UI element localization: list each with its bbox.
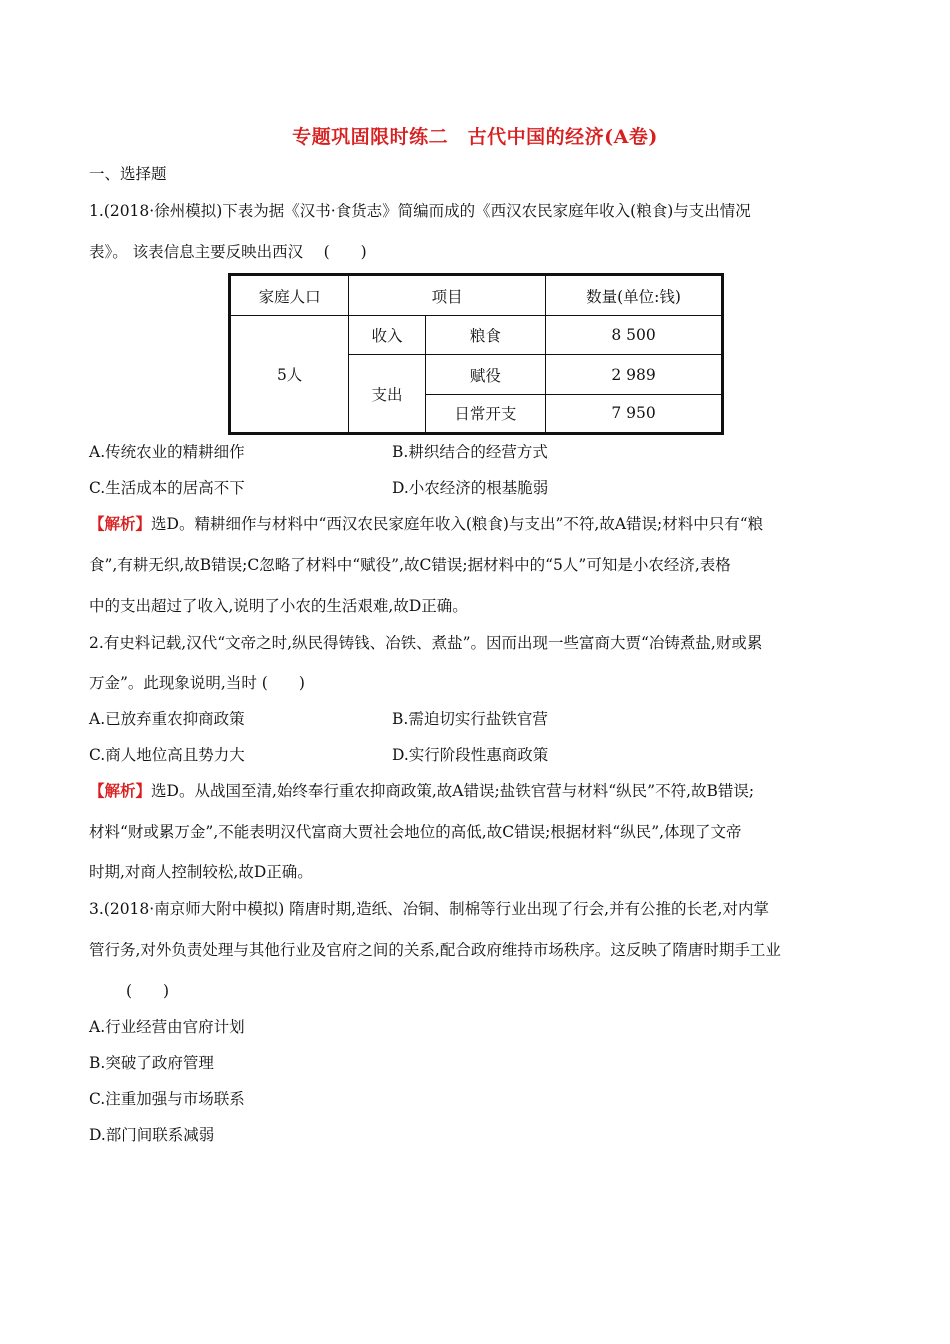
q3-stem-line3: ( ): [126, 982, 170, 1000]
q3-option-a[interactable]: A.行业经营由官府计划: [89, 1018, 245, 1036]
q2-analysis-line2: 材料“财或累万金”,不能表明汉代富商大贾社会地位的高低,故C错误;根据材料“纵民”,体现了文帝: [89, 823, 742, 841]
table-cell-amount: 8 500: [546, 316, 723, 355]
q2-option-c[interactable]: C.商人地位高且势力大: [89, 746, 245, 764]
q3-option-b[interactable]: B.突破了政府管理: [89, 1054, 214, 1072]
q2-option-d[interactable]: D.实行阶段性惠商政策: [392, 746, 549, 764]
table-cell-item: 日常开支: [425, 394, 545, 433]
q2-option-b[interactable]: B.需迫切实行盐铁官营: [392, 710, 548, 728]
table-cell-expense: 支出: [349, 355, 426, 434]
q1-option-d[interactable]: D.小农经济的根基脆弱: [392, 479, 549, 497]
page-title: 专题巩固限时练二 古代中国的经济(A卷): [292, 126, 658, 148]
q3-stem-line1: 3.(2018·南京师大附中模拟) 隋唐时期,造纸、冶铜、制棉等行业出现了行会,并有公推的长老,对内掌: [89, 900, 769, 918]
q1-stem-line1: 1.(2018·徐州模拟)下表为据《汉书·食货志》简编而成的《西汉农民家庭年收入(粮食)与支出情况: [89, 202, 751, 220]
q1-analysis-line1: [89, 512, 763, 534]
q1-data-table: [228, 273, 724, 435]
q2-analysis-line3: 时期,对商人控制较松,故D正确。: [89, 863, 313, 881]
q2-analysis-text1: 选D。从战国至清,始终奉行重农抑商政策,故A错误;盐铁官营与材料“纵民”不符,故B错误;: [151, 782, 755, 800]
table-cell-population: 5人: [230, 316, 349, 434]
q3-stem-line2: 管行务,对外负责处理与其他行业及官府之间的关系,配合政府维持市场秩序。这反映了隋唐时期手工业: [89, 941, 781, 959]
q2-stem-line2: 万金”。此现象说明,当时 ( ): [89, 674, 305, 692]
q1-option-b[interactable]: B.耕织结合的经营方式: [392, 443, 548, 461]
q2-stem-line1: 2.有史料记载,汉代“文帝之时,纵民得铸钱、冶铁、煮盐”。因而出现一些富商大贾“冶铸煮盐,财或累: [89, 634, 763, 652]
section-heading: 一、选择题: [89, 165, 167, 183]
analysis-tag: 【解析】: [89, 514, 152, 533]
table-header-amount: 数量(单位:钱): [546, 275, 723, 316]
analysis-tag: 【解析】: [89, 781, 152, 800]
q1-stem-line2: 表》。 该表信息主要反映出西汉 ( ): [89, 243, 367, 261]
q1-analysis-line2: 食”,有耕无织,故B错误;C忽略了材料中“赋役”,故C错误;据材料中的“5人”可知是小农经济,表格: [89, 556, 731, 574]
q1-option-a[interactable]: A.传统农业的精耕细作: [89, 443, 245, 461]
table-cell-item: 赋役: [425, 355, 545, 394]
table-header-item: 项目: [349, 275, 546, 316]
q1-option-c[interactable]: C.生活成本的居高不下: [89, 479, 245, 497]
q1-analysis-line3: 中的支出超过了收入,说明了小农的生活艰难,故D正确。: [89, 597, 468, 615]
table-header-population: 家庭人口: [230, 275, 349, 316]
q1-analysis-text1: 选D。精耕细作与材料中“西汉农民家庭年收入(粮食)与支出”不符,故A错误;材料中只有“粮: [151, 515, 764, 533]
table-cell-amount: 2 989: [546, 355, 723, 394]
q3-option-d[interactable]: D.部门间联系减弱: [89, 1126, 215, 1144]
q3-option-c[interactable]: C.注重加强与市场联系: [89, 1090, 245, 1108]
q2-analysis-line1: [89, 779, 754, 801]
table-cell-income: 收入: [349, 316, 426, 355]
q2-option-a[interactable]: A.已放弃重农抑商政策: [89, 710, 245, 728]
table-cell-amount: 7 950: [546, 394, 723, 433]
table-cell-item: 粮食: [425, 316, 545, 355]
